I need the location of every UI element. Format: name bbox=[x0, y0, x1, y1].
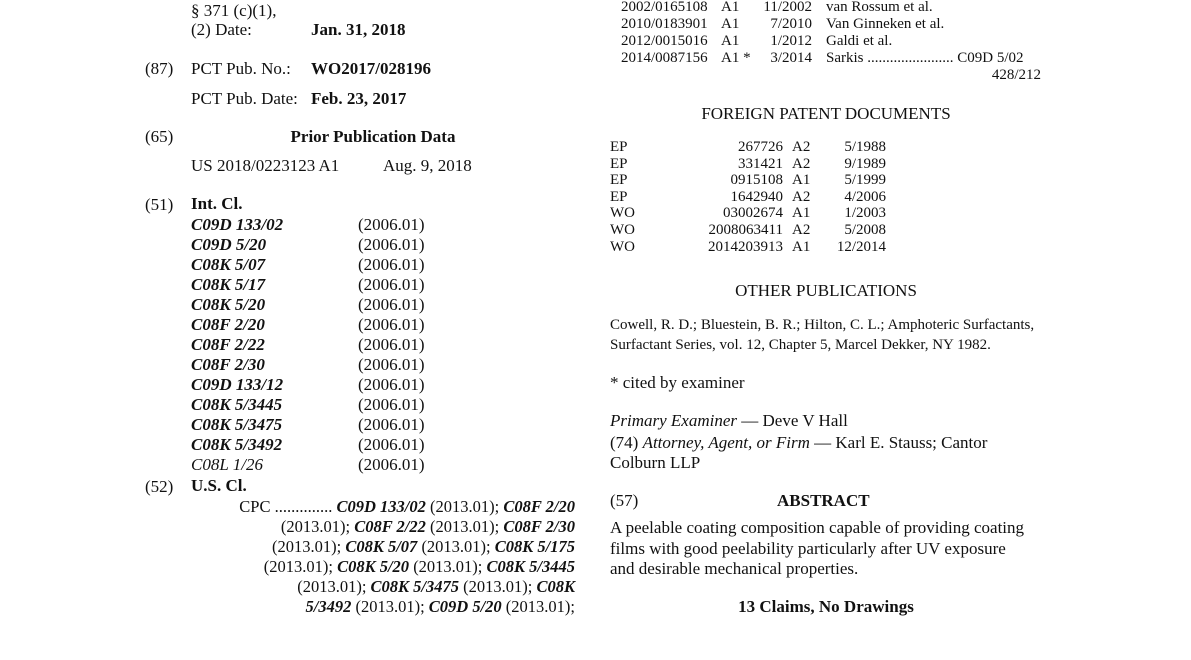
foreign-ref-country: WO bbox=[610, 238, 635, 255]
cpc-text: (2013.01); bbox=[272, 537, 346, 556]
cpc-code: C08K 5/175 bbox=[494, 537, 575, 556]
cpc-text: (2013.01); bbox=[501, 597, 575, 616]
us-ref-date: 11/2002 bbox=[763, 0, 812, 15]
cpc-code: C08K 5/3445 bbox=[486, 557, 575, 576]
pct-pub-date-label: PCT Pub. Date: bbox=[191, 89, 298, 108]
us-ref-pub: 2012/0015016 bbox=[621, 33, 708, 49]
cpc-text: (2013.01); bbox=[351, 597, 429, 616]
foreign-ref-number: 267726 bbox=[738, 139, 783, 155]
foreign-ref-date: 5/1999 bbox=[844, 172, 886, 189]
intcl-code: C08K 5/3445 bbox=[191, 395, 283, 414]
cpc-line bbox=[180, 497, 575, 517]
cpc-code: C08F 2/30 bbox=[503, 517, 575, 536]
prior-pub-date: Aug. 9, 2018 bbox=[383, 156, 472, 175]
claims-summary: 13 Claims, No Drawings bbox=[738, 597, 914, 616]
foreign-ref-kind: A2 bbox=[792, 155, 811, 172]
cpc-code: C09D 133/02 bbox=[336, 497, 426, 516]
foreign-ref-date: 9/1989 bbox=[844, 155, 886, 172]
intcl-version: (2006.01) bbox=[358, 295, 425, 314]
intcl-code: C09D 133/02 bbox=[191, 215, 284, 234]
intcl-heading: Int. Cl. bbox=[191, 194, 243, 213]
attorney-line bbox=[610, 433, 987, 453]
intcl-version: (2006.01) bbox=[358, 315, 425, 334]
pct-pub-no-value: WO2017/028196 bbox=[311, 59, 431, 78]
intcl-version: (2006.01) bbox=[358, 335, 425, 354]
foreign-ref-kind: A1 bbox=[792, 238, 811, 255]
us-ref-continuation: 428/212 bbox=[991, 67, 1041, 83]
cpc-text: (2013.01); bbox=[425, 497, 504, 516]
intcl-version: (2006.01) bbox=[358, 435, 425, 454]
abstract-heading: ABSTRACT bbox=[777, 491, 870, 510]
intcl-code: C08F 2/22 bbox=[191, 335, 265, 354]
foreign-ref-country: EP bbox=[610, 155, 628, 172]
cpc-code: C08F 2/20 bbox=[503, 497, 575, 516]
date-value: Jan. 31, 2018 bbox=[311, 20, 406, 39]
us-ref-pub: 2002/0165108 bbox=[621, 0, 708, 15]
attorney-field-number: (74) bbox=[610, 433, 643, 452]
intcl-version: (2006.01) bbox=[358, 215, 425, 234]
intcl-version: (2006.01) bbox=[358, 275, 425, 294]
foreign-ref-number: 1642940 bbox=[730, 188, 783, 205]
cpc-text: (2013.01); bbox=[263, 557, 338, 576]
cpc-code: C08K 5/07 bbox=[345, 537, 418, 556]
us-ref-kind: A1 bbox=[721, 0, 740, 15]
us-ref-kind: A1 bbox=[721, 16, 740, 32]
intcl-version: (2006.01) bbox=[358, 355, 425, 374]
cited-by-examiner-note: * cited by examiner bbox=[610, 373, 745, 392]
foreign-ref-country: EP bbox=[610, 139, 628, 155]
cpc-line bbox=[180, 577, 575, 597]
foreign-ref-number: 03002674 bbox=[723, 205, 783, 222]
foreign-ref-date: 12/2014 bbox=[836, 238, 886, 255]
foreign-ref-kind: A2 bbox=[792, 188, 811, 205]
other-publication-line-1: Cowell, R. D.; Bluestein, B. R.; Hilton, C. L.; Amphoteric Surfactants, bbox=[610, 317, 1035, 333]
intcl-code: C08L 1/26 bbox=[191, 455, 263, 474]
cpc-code: C08K 5/20 bbox=[337, 557, 410, 576]
cpc-code: C09D 5/20 bbox=[428, 597, 502, 616]
intcl-version: (2006.01) bbox=[358, 255, 425, 274]
foreign-ref-number: 331421 bbox=[738, 155, 783, 172]
cpc-text: (2013.01); bbox=[297, 577, 371, 596]
us-ref-pub: 2014/0087156 bbox=[621, 50, 708, 66]
us-ref-kind: A1 bbox=[721, 33, 740, 49]
cpc-text: (2013.01); bbox=[409, 557, 487, 576]
us-ref-kind: A1 * bbox=[721, 50, 751, 66]
date-label: (2) Date: bbox=[191, 20, 252, 39]
us-ref-date: 3/2014 bbox=[770, 50, 812, 66]
attorney-continuation: Colburn LLP bbox=[610, 453, 701, 472]
intcl-code: C08K 5/07 bbox=[191, 255, 266, 274]
foreign-ref-country: EP bbox=[610, 188, 628, 205]
intcl-code: C08K 5/20 bbox=[191, 295, 266, 314]
pct-pub-no-label: PCT Pub. No.: bbox=[191, 59, 291, 78]
intcl-code: C08K 5/17 bbox=[191, 275, 266, 294]
attorney-value: — Karl E. Stauss; Cantor bbox=[809, 433, 988, 452]
primary-examiner bbox=[610, 411, 848, 431]
intcl-version: (2006.01) bbox=[358, 375, 425, 394]
cpc-line bbox=[180, 557, 575, 577]
us-ref-date: 1/2012 bbox=[770, 33, 812, 49]
primary-examiner-value: — Deve V Hall bbox=[737, 411, 848, 430]
abstract-field-number: (57) bbox=[610, 491, 639, 510]
intcl-field-number: (51) bbox=[145, 195, 174, 214]
pct-pub-date-value: Feb. 23, 2017 bbox=[311, 89, 407, 108]
foreign-ref-date: 5/2008 bbox=[844, 222, 886, 238]
attorney-label: Attorney, Agent, or Firm bbox=[642, 433, 810, 452]
prior-field-number: (65) bbox=[145, 127, 174, 146]
cpc-code: C08F 2/22 bbox=[354, 517, 426, 536]
us-ref-pub: 2010/0183901 bbox=[621, 16, 708, 32]
foreign-ref-number: 2008063411 bbox=[708, 222, 783, 238]
foreign-ref-number: 0915108 bbox=[730, 172, 783, 189]
other-publication-line-2: Surfactant Series, vol. 12, Chapter 5, Marcel Dekker, NY 1982. bbox=[610, 337, 991, 353]
intcl-code: C08F 2/30 bbox=[191, 355, 265, 374]
prior-publication-heading: Prior Publication Data bbox=[290, 127, 456, 146]
cpc-text: (2013.01); bbox=[425, 517, 504, 536]
foreign-patent-heading: FOREIGN PATENT DOCUMENTS bbox=[701, 104, 951, 123]
intcl-version: (2006.01) bbox=[358, 235, 425, 254]
intcl-code: C08F 2/20 bbox=[191, 315, 265, 334]
other-publications-heading: OTHER PUBLICATIONS bbox=[735, 281, 917, 300]
cpc-code: C08K 5/3475 bbox=[370, 577, 460, 596]
intcl-code: C08K 5/3475 bbox=[191, 415, 283, 434]
abstract-line: films with good peelability particularly after UV exposure bbox=[610, 538, 1006, 558]
primary-examiner-label: Primary Examiner bbox=[610, 411, 738, 430]
uscl-field-number: (52) bbox=[145, 477, 174, 496]
cpc-code: 5/3492 bbox=[305, 597, 352, 616]
cpc-line bbox=[180, 517, 575, 537]
foreign-ref-kind: A2 bbox=[792, 139, 811, 155]
prior-pub-number: US 2018/0223123 A1 bbox=[191, 156, 340, 175]
us-ref-name: van Rossum et al. bbox=[826, 0, 933, 15]
foreign-ref-kind: A1 bbox=[792, 172, 811, 189]
cpc-text: (2013.01); bbox=[417, 537, 495, 556]
intcl-version: (2006.01) bbox=[358, 395, 425, 414]
foreign-ref-country: WO bbox=[610, 205, 635, 222]
section-371-label: § 371 (c)(1), bbox=[191, 1, 277, 20]
foreign-ref-kind: A2 bbox=[792, 222, 811, 238]
intcl-code: C09D 5/20 bbox=[191, 235, 267, 254]
foreign-ref-date: 4/2006 bbox=[844, 188, 886, 205]
foreign-ref-date: 1/2003 bbox=[844, 205, 886, 222]
abstract-line: A peelable coating composition capable of providing coating bbox=[610, 518, 1025, 537]
pct-field-number: (87) bbox=[145, 59, 174, 78]
us-ref-name: Sarkis ....................... C09D 5/02 bbox=[826, 50, 1024, 66]
abstract-line: and desirable mechanical properties. bbox=[610, 559, 859, 578]
cpc-text: (2013.01); bbox=[459, 577, 537, 596]
foreign-ref-country: EP bbox=[610, 172, 628, 189]
intcl-version: (2006.01) bbox=[358, 455, 425, 474]
us-ref-date: 7/2010 bbox=[770, 16, 812, 32]
foreign-ref-kind: A1 bbox=[792, 205, 811, 222]
foreign-ref-date: 5/1988 bbox=[844, 139, 886, 155]
intcl-version: (2006.01) bbox=[358, 415, 425, 434]
foreign-ref-number: 2014203913 bbox=[708, 238, 783, 255]
us-ref-name: Van Ginneken et al. bbox=[826, 16, 945, 32]
intcl-code: C08K 5/3492 bbox=[191, 435, 283, 454]
cpc-text: (2013.01); bbox=[280, 517, 355, 536]
us-ref-name: Galdi et al. bbox=[826, 33, 893, 49]
foreign-ref-country: WO bbox=[610, 222, 635, 238]
cpc-code: C08K bbox=[536, 577, 575, 596]
cpc-line bbox=[180, 597, 575, 617]
cpc-text: CPC .............. bbox=[239, 497, 337, 516]
uscl-heading: U.S. Cl. bbox=[191, 476, 247, 495]
cpc-line bbox=[180, 537, 575, 557]
intcl-code: C09D 133/12 bbox=[191, 375, 284, 394]
